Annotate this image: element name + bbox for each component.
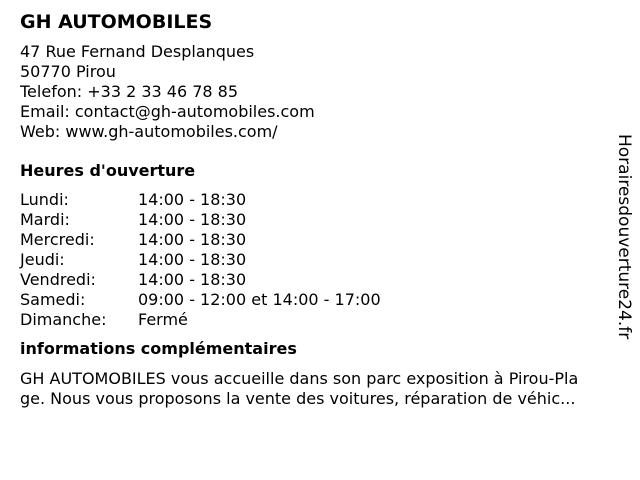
phone-line: Telefon: +33 2 33 46 78 85 bbox=[20, 82, 239, 101]
hours-table bbox=[20, 190, 610, 330]
time-value: Fermé bbox=[138, 310, 188, 329]
time-value: 14:00 - 18:30 bbox=[138, 190, 247, 209]
info-description bbox=[20, 369, 610, 409]
web-line: Web: www.gh-automobiles.com/ bbox=[20, 122, 278, 141]
hours-row-thursday bbox=[20, 250, 610, 270]
info-line: ge. Nous vous proposons la vente des voitures, réparation de véhic... bbox=[20, 389, 576, 408]
day-label: Jeudi: bbox=[20, 250, 65, 269]
day-label: Vendredi: bbox=[20, 270, 96, 289]
contact-block bbox=[20, 42, 610, 142]
hours-heading: Heures d'ouverture bbox=[20, 161, 196, 180]
hours-row-friday bbox=[20, 270, 610, 290]
hours-row-sunday bbox=[20, 310, 610, 330]
time-value: 09:00 - 12:00 et 14:00 - 17:00 bbox=[138, 290, 381, 309]
info-heading: informations complémentaires bbox=[20, 339, 297, 358]
day-label: Lundi: bbox=[20, 190, 69, 209]
time-value: 14:00 - 18:30 bbox=[138, 270, 247, 289]
business-name: GH AUTOMOBILES bbox=[20, 11, 213, 33]
hours-row-saturday bbox=[20, 290, 610, 310]
day-label: Mercredi: bbox=[20, 230, 95, 249]
day-label: Mardi: bbox=[20, 210, 70, 229]
address-city: 50770 Pirou bbox=[20, 62, 116, 81]
hours-row-tuesday bbox=[20, 210, 610, 230]
day-label: Samedi: bbox=[20, 290, 86, 309]
site-watermark: Horairesdouverture24.fr bbox=[614, 134, 634, 340]
time-value: 14:00 - 18:30 bbox=[138, 210, 247, 229]
address-street: 47 Rue Fernand Desplanques bbox=[20, 42, 255, 61]
day-label: Dimanche: bbox=[20, 310, 107, 329]
time-value: 14:00 - 18:30 bbox=[138, 250, 247, 269]
hours-row-monday bbox=[20, 190, 610, 210]
time-value: 14:00 - 18:30 bbox=[138, 230, 247, 249]
info-line: GH AUTOMOBILES vous accueille dans son parc exposition à Pirou-Pla bbox=[20, 369, 579, 388]
listing-content bbox=[20, 10, 610, 409]
hours-row-wednesday bbox=[20, 230, 610, 250]
email-line: Email: contact@gh-automobiles.com bbox=[20, 102, 315, 121]
